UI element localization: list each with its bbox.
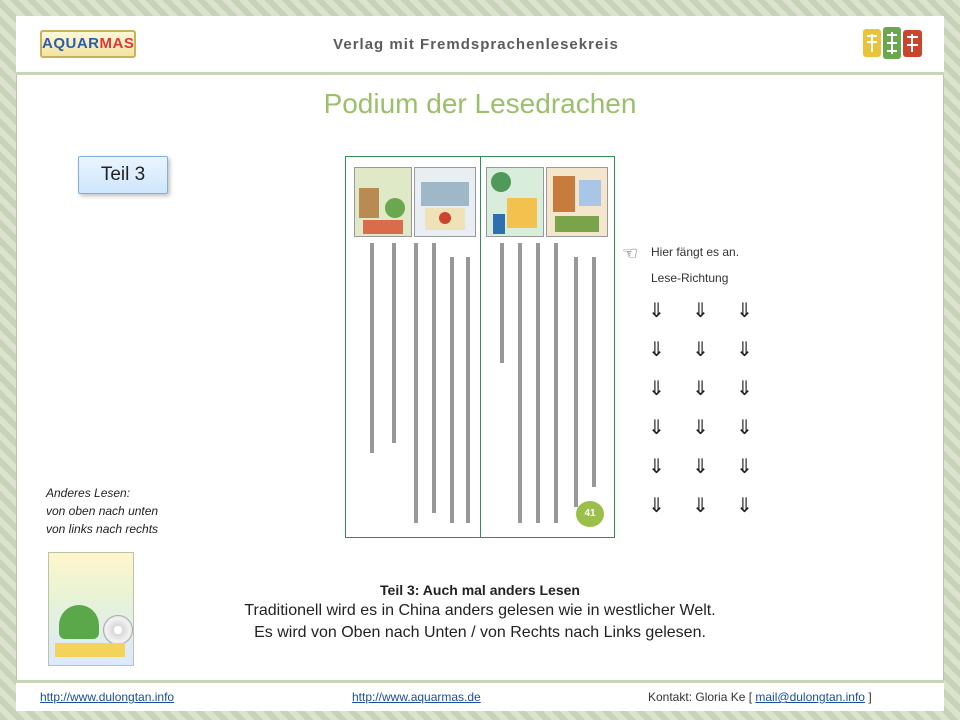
- down-arrow-icon: ⇓: [692, 493, 709, 517]
- contact-suffix: ]: [864, 690, 872, 704]
- down-arrow-icon: ⇓: [736, 454, 753, 478]
- footer: [16, 680, 944, 711]
- down-arrow-icon: ⇓: [736, 376, 753, 400]
- down-arrow-icon: ⇓: [736, 337, 753, 361]
- down-arrow-icon: ⇓: [692, 415, 709, 439]
- alternative-reading-note: [46, 484, 158, 538]
- alt-reading-line: Anderes Lesen:: [46, 486, 131, 500]
- logo-text-b: MAS: [99, 35, 135, 52]
- down-arrow-icon: ⇓: [692, 298, 709, 322]
- illustration-right-1: [486, 167, 544, 237]
- contact-info: [648, 685, 872, 709]
- down-arrow-icon: ⇓: [692, 376, 709, 400]
- caption-line: Traditionell wird es in China anders gelesen wie in westlicher Welt.: [244, 602, 716, 619]
- header: [16, 16, 944, 75]
- contact-email-link[interactable]: mail@dulongtan.info: [755, 690, 865, 704]
- illustration-left-2: [414, 167, 476, 237]
- dulongtan-logo: [862, 26, 924, 60]
- logo-text-a: AQUAR: [42, 35, 100, 52]
- down-arrow-icon: ⇓: [648, 454, 665, 478]
- down-arrow-icon: ⇓: [736, 298, 753, 322]
- contact-prefix: Kontakt: Gloria Ke [: [648, 690, 756, 704]
- alt-reading-line: von links nach rechts: [46, 522, 159, 536]
- dulongtan-link[interactable]: http://www.dulongtan.info: [40, 690, 175, 704]
- book-spread-image: [345, 156, 615, 538]
- down-arrow-icon: ⇓: [736, 493, 753, 517]
- down-arrow-icon: ⇓: [648, 298, 665, 322]
- alt-reading-line: von oben nach unten: [46, 504, 159, 518]
- down-arrow-icon: ⇓: [736, 415, 753, 439]
- publisher-name: Verlag mit Fremdsprachenlesekreis: [333, 36, 619, 53]
- aquarmas-link[interactable]: http://www.aquarmas.de: [352, 690, 481, 704]
- down-arrow-icon: ⇓: [648, 415, 665, 439]
- illustration-left-1: [354, 167, 412, 237]
- down-arrow-icon: ⇓: [692, 454, 709, 478]
- down-arrow-icon: ⇓: [648, 376, 665, 400]
- down-arrow-icon: ⇓: [648, 337, 665, 361]
- reading-direction-label: Lese-Richtung: [651, 271, 729, 285]
- down-arrow-icon: ⇓: [692, 337, 709, 361]
- illustration-right-2: [546, 167, 608, 237]
- page-number-badge: 41: [576, 501, 604, 527]
- caption: [16, 580, 944, 644]
- reading-direction-arrows: [648, 298, 780, 532]
- cover-band: [55, 643, 125, 657]
- caption-line: Es wird von Oben nach Unten / von Rechts nach Links gelesen.: [254, 624, 706, 641]
- part-label: Teil 3: [78, 156, 168, 194]
- pointing-hand-icon: ☜: [622, 243, 639, 263]
- page-title: Podium der Lesedrachen: [323, 88, 637, 119]
- down-arrow-icon: ⇓: [648, 493, 665, 517]
- caption-heading: Teil 3: Auch mal anders Lesen: [380, 582, 580, 598]
- reading-start-hint: Hier fängt es an.: [651, 245, 740, 259]
- vertical-text-columns: [346, 237, 614, 527]
- aquarmas-logo: [40, 30, 136, 58]
- slide: [16, 16, 944, 708]
